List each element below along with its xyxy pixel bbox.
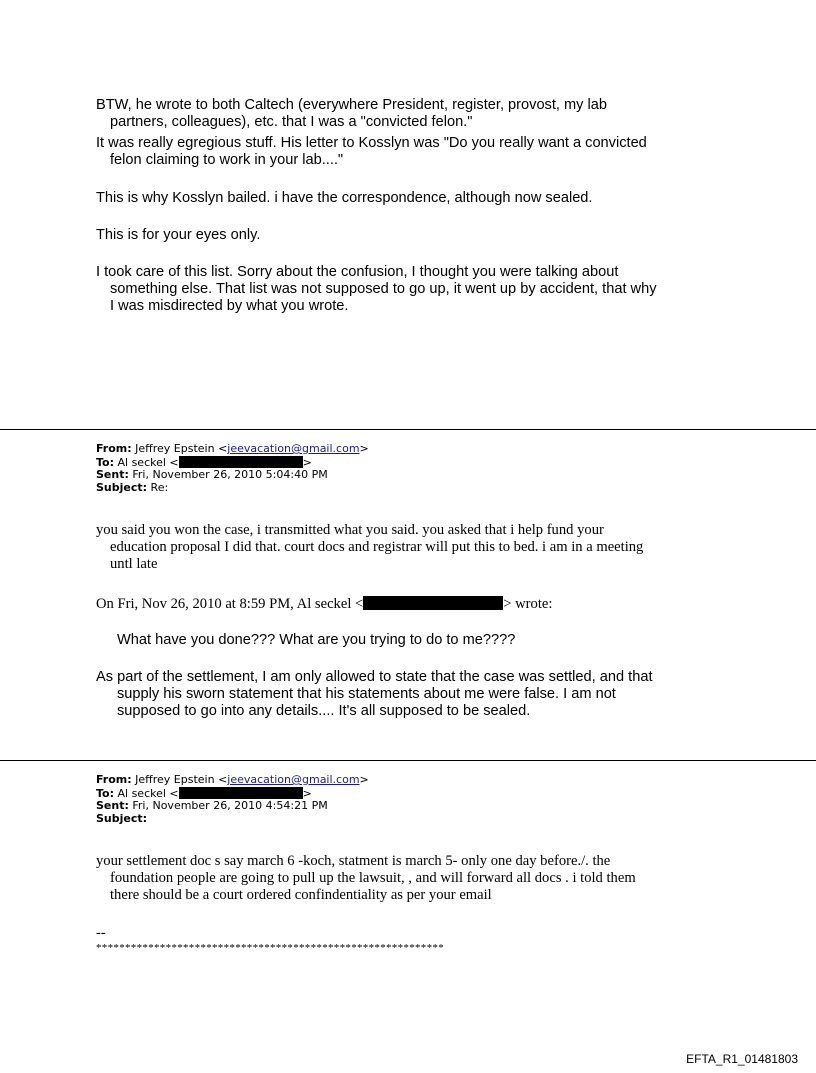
email2-signature xyxy=(96,925,736,954)
top-paragraph-5 xyxy=(96,264,736,315)
top-paragraph-1 xyxy=(96,97,736,131)
email2-from-email-link[interactable]: jeevacation@gmail.com xyxy=(227,773,360,786)
top-p5-line1: I took care of this list. Sorry about the confusion, I thought you were talking about xyxy=(96,264,619,280)
email2-body-line1: your settlement doc s say march 6 -koch, statment is march 5- only one day before./. the xyxy=(96,853,611,869)
email2-sent-label: Sent: xyxy=(96,799,129,812)
email1-subject-row xyxy=(96,482,369,495)
email1-settlement-line2: supply his sworn statement that his statements about me were false. I am not xyxy=(117,686,616,702)
email2-subject-row xyxy=(96,813,369,826)
email1-body xyxy=(96,522,736,573)
email1-subject-label: Subject: xyxy=(96,480,148,494)
email2-to-row xyxy=(96,787,369,801)
email1-settlement xyxy=(96,669,736,720)
email1-from-close: > xyxy=(359,442,369,455)
email2-subject-label: Subject: xyxy=(96,811,148,825)
top-p1-line2: partners, colleagues), etc. that I was a "convicted felon." xyxy=(110,114,473,130)
email1-quote-text: What have you done??? What are you trying to do to me???? xyxy=(117,632,516,648)
email1-settlement-line3: supposed to go into any details.... It's all supposed to be sealed. xyxy=(117,703,531,719)
email1-quote-intro xyxy=(96,596,736,613)
email1-settlement-line1: As part of the settlement, I am only allowed to state that the case was settled, and that xyxy=(96,669,653,685)
document-id: EFTA_R1_01481803 xyxy=(686,1052,798,1066)
top-p2-line1: It was really egregious stuff. His letter to Kosslyn was "Do you really want a convicted xyxy=(96,135,647,151)
top-p2-line2: felon claiming to work in your lab...." xyxy=(110,152,344,168)
email2-to-redaction xyxy=(179,787,303,799)
email1-sent-value: Fri, November 26, 2010 5:04:40 PM xyxy=(132,468,328,481)
email1-to-redaction xyxy=(179,456,303,468)
email2-from-close: > xyxy=(359,773,369,786)
top-p5-line2: something else. That list was not supposed to go up, it went up by accident, that why xyxy=(110,281,657,297)
email1-quote-redaction xyxy=(363,596,503,610)
email2-sig-stars: ************************************************************ xyxy=(96,942,444,954)
email1-subject-value: Re: xyxy=(150,480,169,494)
email1-quote-line xyxy=(117,632,757,649)
email1-body-line2: education proposal I did that. court docs and registrar will put this to bed. i am in a meeting xyxy=(110,539,644,555)
email1-from-email-link[interactable]: jeevacation@gmail.com xyxy=(227,442,360,455)
top-p3-line1: This is why Kosslyn bailed. i have the correspondence, although now sealed. xyxy=(96,190,593,206)
email2-body-line3: there should be a court ordered confindentiality as per your email xyxy=(110,887,492,903)
top-paragraph-4 xyxy=(96,227,736,244)
top-paragraph-3 xyxy=(96,190,736,207)
email2-body-line2: foundation people are going to pull up the lawsuit, , and will forward all docs . i told them xyxy=(110,870,636,886)
email1-body-line1: you said you won the case, i transmitted what you said. you asked that i help fund your xyxy=(96,522,604,538)
email2-from-label: From: xyxy=(96,773,132,786)
email2-from-name: Jeffrey Epstein < xyxy=(135,773,228,786)
email2-sent-value: Fri, November 26, 2010 4:54:21 PM xyxy=(132,799,328,812)
email1-to-row xyxy=(96,456,369,470)
email2-to-close: > xyxy=(302,786,312,800)
email1-sent-label: Sent: xyxy=(96,468,129,481)
top-p1-line1: BTW, he wrote to both Caltech (everywhere President, register, provost, my lab xyxy=(96,97,608,113)
email-divider-1 xyxy=(0,429,816,430)
email1-to-label: To: xyxy=(96,455,114,469)
email1-from-name: Jeffrey Epstein < xyxy=(135,442,228,455)
top-p4-line1: This is for your eyes only. xyxy=(96,227,261,243)
email2-to-name: Al seckel < xyxy=(117,786,179,800)
email-divider-2 xyxy=(0,760,816,761)
email1-from-label: From: xyxy=(96,442,132,455)
email1-quote-intro-post: > wrote: xyxy=(503,596,553,612)
email1-to-close: > xyxy=(302,455,312,469)
email2-body xyxy=(96,853,736,904)
email1-quote-intro-pre: On Fri, Nov 26, 2010 at 8:59 PM, Al seckel < xyxy=(96,596,364,612)
email2-from-row xyxy=(96,774,369,787)
email2-header xyxy=(96,774,369,825)
top-paragraph-2 xyxy=(96,135,736,169)
email1-body-line3: untl late xyxy=(110,556,158,572)
email2-sig-dash: -- xyxy=(96,925,106,941)
top-p5-line3: I was misdirected by what you wrote. xyxy=(110,298,349,314)
email1-header xyxy=(96,443,369,494)
email1-to-name: Al seckel < xyxy=(117,455,179,469)
email1-from-row xyxy=(96,443,369,456)
email2-to-label: To: xyxy=(96,786,114,800)
